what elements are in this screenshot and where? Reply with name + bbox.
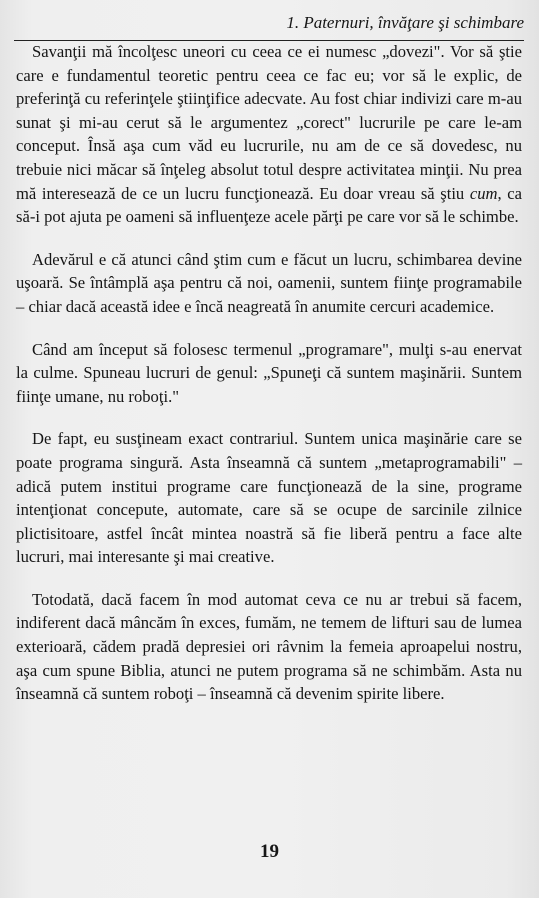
paragraph-metaprogrammable: De fapt, eu susţineam exact contrariul. Suntem unica maşinărie care se poate programa singură. Asta înseamnă că suntem „metaprogramabili" – adică putem institui programe care funcţionează de la sine, programe intenţionat concepute, automate, care să se ocupe de sarcinile zilnice plictisitoare, astfel încât mintea noastră să fie liberă pentru a face alte lucruri, mai interesante şi mai creative. [16, 429, 522, 567]
page-number: 19 [260, 841, 279, 862]
body-text [16, 40, 522, 725]
paragraph-evidence [16, 40, 522, 229]
paragraph-text: , ca să-i pot ajuta pe oameni să influenţeze acele părţi pe care vor să le schimbe. [16, 183, 522, 227]
emphasized-word: cum [469, 183, 498, 203]
paragraph-free-spirits: Totodată, dacă facem în mod automat ceva ce nu ar trebui să facem, indiferent dacă mâncăm în exces, fumăm, ne temem de lifturi sau de lumea exterioară, cădem pradă depresiei ori râvnim la femeia aproapelui nostru, aşa cum spune Biblia, atunci ne putem programa să ne schimbăm. Asta nu înseamnă că suntem roboţi – înseamnă că devenim spirite libere. [16, 589, 522, 704]
paragraph-programming-term: Când am început să folosesc termenul „programare", mulţi s-au enervat la culme. Spuneau lucruri de genul: „Spuneţi că suntem maşinării. Suntem fiinţe umane, nu roboţi." [16, 339, 522, 406]
chapter-title: 1. Paternuri, învăţare şi schimbare [286, 13, 524, 32]
paragraph-programmable-beings: Adevărul e că atunci când ştim cum e făcut un lucru, schimbarea devine uşoară. Se întâmplă aşa pentru că noi, oamenii, suntem fiinţe programabile – chiar dacă această idee e încă neagreată în anumite cercuri academice. [16, 249, 522, 316]
paragraph-text: Savanţii mă încolţesc uneori cu ceea ce ei numesc „dovezi". Vor să ştie care e fundamentul teoretic pentru ceea ce fac eu; vor să le explic, de preferinţă cu referinţele ştiinţifice adecvate. Au fost chiar indivizi care m-au sunat şi mi-au cerut să le argumentez „corect" lucrurile pe care le-am conceput. Însă aşa cum văd eu lucrurile, nu am de ce să dovedesc, nu trebuie nici măcar să înţeleg absolut totul despre activitatea minţii. Nu prea mă interesează de ce un lucru funcţionează. Eu doar vreau să ştiu [16, 42, 522, 203]
